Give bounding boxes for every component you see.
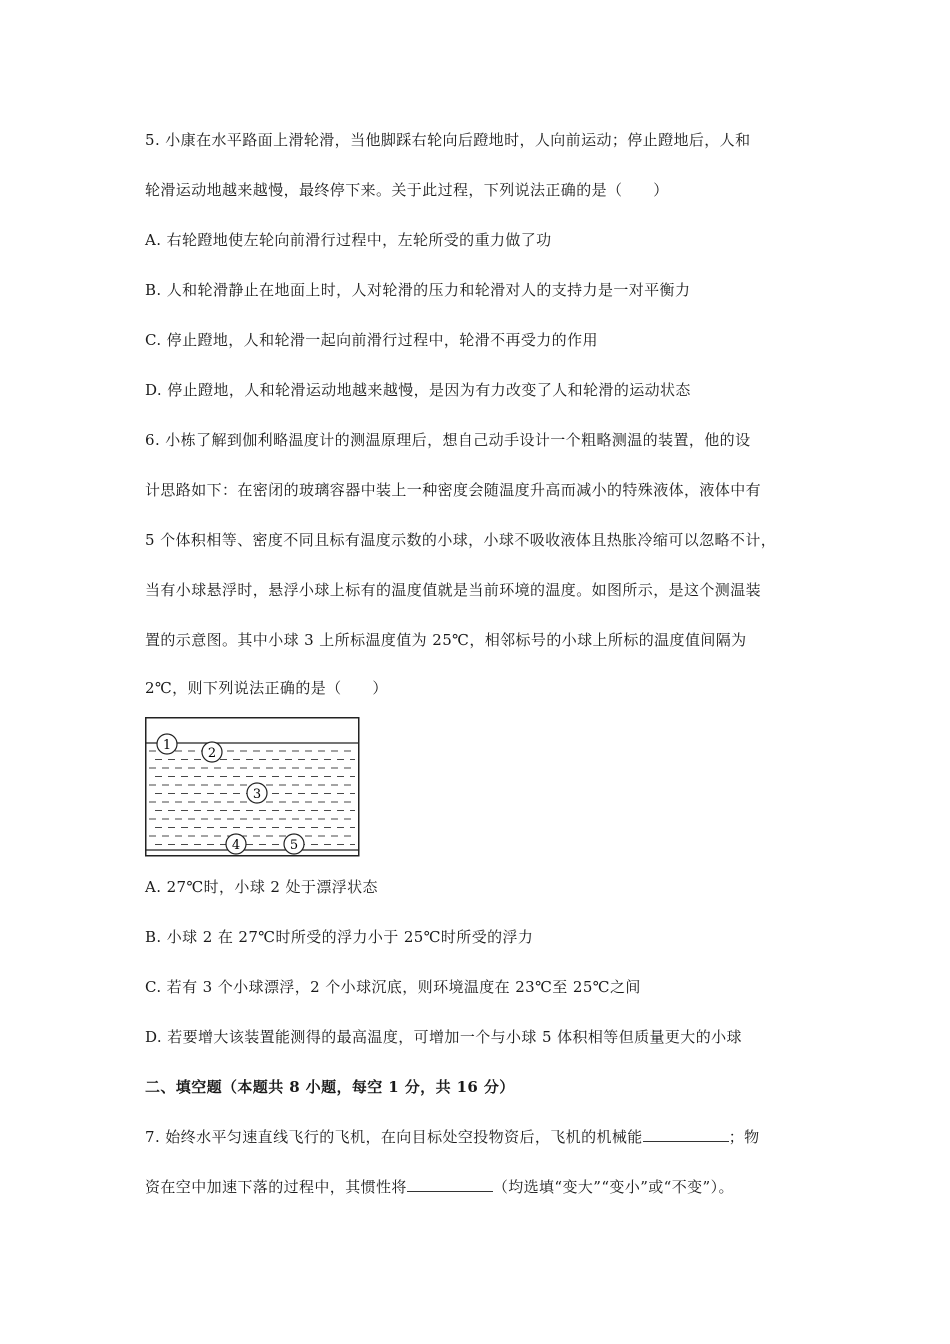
ball-4 (226, 834, 246, 854)
q6-option-c: C. 若有 3 个小球漂浮，2 个小球沉底，则环境温度在 23℃至 25℃之间 (145, 978, 641, 996)
q6-line6: 2℃，则下列说法正确的是（ ） (145, 679, 388, 697)
q6-line3: 5 个体积相等、密度不同且标有温度示数的小球，小球不吸收液体且热胀冷缩可以忽略不计， (145, 531, 777, 549)
q6-option-d: D. 若要增大该装置能测得的最高温度，可增加一个与小球 5 体积相等但质量更大的小球 (145, 1028, 742, 1046)
section2-heading: 二、填空题（本题共 8 小题，每空 1 分，共 16 分） (145, 1078, 515, 1096)
ball-2 (202, 742, 222, 762)
q7-line1-text-a: 7. 始终水平匀速直线飞行的飞机，在向目标处空投物资后，飞机的机械能 (145, 1128, 643, 1146)
q6-option-b: B. 小球 2 在 27℃时所受的浮力小于 25℃时所受的浮力 (145, 928, 534, 946)
q5-option-a: A. 右轮蹬地使左轮向前滑行过程中，左轮所受的重力做了功 (145, 231, 552, 249)
thermometer-figure (145, 717, 361, 859)
ball-3-label: 3 (252, 787, 262, 802)
q6-line5: 置的示意图。其中小球 3 上所标温度值为 25℃，相邻标号的小球上所标的温度值间隔为 (145, 631, 747, 649)
ball-3 (247, 783, 267, 803)
ball-1-label: 1 (162, 738, 172, 753)
q5-option-c: C. 停止蹬地，人和轮滑一起向前滑行过程中，轮滑不再受力的作用 (145, 331, 598, 349)
q7-line2-text-b: （均选填“变大”“变小”或“不变”）。 (492, 1178, 734, 1196)
q7-blank-1[interactable] (643, 1127, 729, 1142)
q7-line2-text-a: 资在空中加速下落的过程中，其惯性将 (145, 1178, 407, 1196)
q5-option-d: D. 停止蹬地，人和轮滑运动地越来越慢，是因为有力改变了人和轮滑的运动状态 (145, 381, 691, 399)
q6-line2: 计思路如下：在密闭的玻璃容器中装上一种密度会随温度升高而减小的特殊液体，液体中有 (145, 481, 762, 499)
q5-line2: 轮滑运动地越来越慢，最终停下来。关于此过程，下列说法正确的是（ ） (145, 181, 669, 199)
q6-option-a: A. 27℃时，小球 2 处于漂浮状态 (145, 878, 378, 896)
ball-1 (157, 734, 177, 754)
ball-2-label: 2 (207, 746, 217, 761)
q7-blank-2[interactable] (407, 1177, 493, 1192)
ball-4-label: 4 (231, 838, 241, 853)
q7-line1-text-b: ；物 (728, 1128, 760, 1146)
q7-line1 (145, 1126, 760, 1148)
q7-line2 (145, 1176, 734, 1198)
q6-line1: 6. 小栋了解到伽利略温度计的测温原理后，想自己动手设计一个粗略测温的装置，他的设 (145, 431, 751, 449)
q5-line1: 5. 小康在水平路面上滑轮滑，当他脚踩右轮向后蹬地时，人向前运动；停止蹬地后，人和 (145, 131, 751, 149)
ball-5 (284, 834, 304, 854)
ball-5-label: 5 (289, 838, 299, 853)
q6-line4: 当有小球悬浮时，悬浮小球上标有的温度值就是当前环境的温度。如图所示，是这个测温装 (145, 581, 762, 599)
q5-option-b: B. 人和轮滑静止在地面上时，人对轮滑的压力和轮滑对人的支持力是一对平衡力 (145, 281, 691, 299)
